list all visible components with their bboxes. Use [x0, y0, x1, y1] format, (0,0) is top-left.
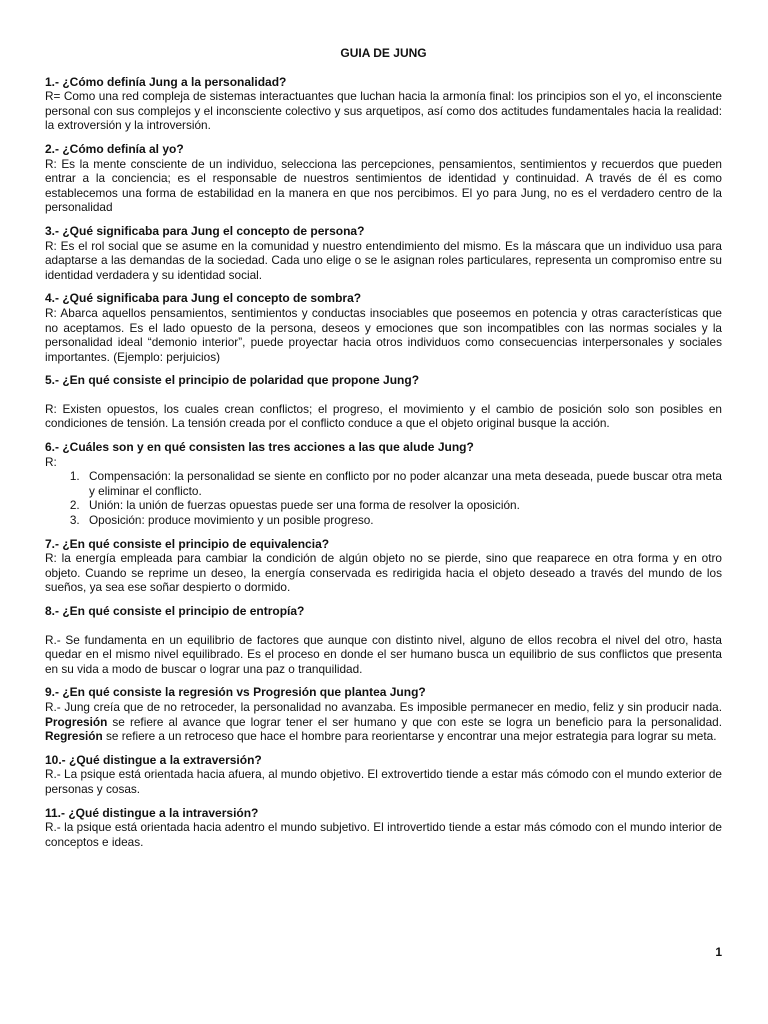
question-heading: 6.- ¿Cuáles son y en qué consisten las tres acciones a las que alude Jung?: [45, 440, 474, 455]
question-block-8: [45, 604, 722, 676]
question-block-4: [45, 291, 722, 364]
question-block-7: [45, 537, 722, 595]
question-heading: 5.- ¿En qué consiste el principio de polaridad que propone Jung?: [45, 373, 420, 388]
question-heading: 4.- ¿Qué significaba para Jung el concepto de sombra?: [45, 291, 362, 306]
list-item: 3. Oposición: produce movimiento y un posible progreso.: [83, 513, 722, 528]
question-block-6: [45, 440, 722, 528]
answer-text: R: Es el rol social que se asume en la comunidad y nuestro entendimiento del mismo. Es la máscara que un individuo usa para adaptarse a las demandas de la sociedad. Cada uno elige o se le asignan roles particulares, representa un compromiso entre su identidad verdadera y su identidad social.: [45, 238, 722, 282]
answer-text-part: se refiere a un retroceso que hace el hombre para reorientarse y encontrar una mejor estrategia para lograr su meta.: [102, 729, 717, 744]
document-page: [45, 46, 722, 858]
question-heading: 3.- ¿Qué significaba para Jung el concepto de persona?: [45, 223, 365, 238]
question-block-5: [45, 373, 722, 431]
bold-term-progresion: Progresión: [45, 714, 108, 729]
answer-text: R: Es la mente consciente de un individuo, selecciona las percepciones, pensamientos, sentimientos y recuerdos que pueden entrar a la conciencia; es el responsable de nuestros sentimientos de identidad y continuidad. A través de él es como establecemos una forma de estabilidad en la manera en que nos percibimos. El yo para Jung, no es el verdadero centro de la personalidad: [45, 156, 722, 215]
question-block-9: [45, 685, 722, 743]
answer-text: R= Como una red compleja de sistemas interactuantes que luchan hacia la armonía final: los principios son el yo, el inconsciente personal con sus complejos y el inconsciente colectivo y sus arquetipos, así como dos actitudes fundamentales hacia la realidad: la extroversión y la introversión.: [45, 89, 722, 133]
question-heading: 7.- ¿En qué consiste el principio de equivalencia?: [45, 536, 330, 551]
question-heading: 10.- ¿Qué distingue a la extraversión?: [45, 752, 262, 767]
answer-text: R: Existen opuestos, los cuales crean conflictos; el progreso, el movimiento y el cambio de posición solo son posibles en condiciones de tensión. La tensión creada por el conflicto conduce a que el objeto original busque la acción.: [45, 401, 722, 431]
question-heading: 11.- ¿Qué distingue a la intraversión?: [45, 805, 259, 820]
actions-list: [45, 469, 722, 527]
page-title: GUIA DE JUNG: [340, 46, 427, 60]
question-block-2: [45, 142, 722, 215]
list-item: 2. Unión: la unión de fuerzas opuestas puede ser una forma de resolver la oposición.: [83, 498, 722, 513]
answer-text-part: se refiere al avance que lograr tener el ser humano y que con este se logra un beneficio para la personalidad.: [107, 714, 722, 729]
question-block-1: [45, 75, 722, 133]
answer-text: R.- La psique está orientada hacia afuera, al mundo objetivo. El extrovertido tiende a estar más cómodo con el mundo exterior de personas y cosas.: [45, 767, 722, 796]
page-number: 1: [715, 945, 722, 959]
question-block-11: [45, 806, 722, 850]
question-heading: 2.- ¿Cómo definía al yo?: [45, 141, 184, 156]
answer-text-part: R.- Jung creía que de no retroceder, la personalidad no avanzaba. Es imposible permanecer en medio, feliz y sin producir nada.: [45, 699, 722, 714]
answer-text: R.- la psique está orientada hacia adentro el mundo subjetivo. El introvertido tiende a estar más cómodo con el mundo interior de conceptos e ideas.: [45, 820, 722, 849]
question-block-10: [45, 753, 722, 797]
answer-text: R:: [45, 454, 57, 469]
answer-text: [45, 700, 722, 744]
list-item: 1. Compensación: la personalidad se siente en conflicto por no poder alcanzar una meta deseada, puede buscar otra meta y eliminar el conflicto.: [83, 469, 722, 498]
question-heading: 8.- ¿En qué consiste el principio de entropía?: [45, 604, 305, 618]
question-heading: 1.- ¿Cómo definía Jung a la personalidad?: [45, 74, 287, 89]
answer-text: R.- Se fundamenta en un equilibrio de factores que aunque con distinto nivel, alguno de ellos recobra el nivel del otro, hasta quedar en el mismo nivel equilibrado. Es el proceso en donde el ser humano busca un equilibrio de sus conflictos que presenta en su vida a modo de buscar o lograr una paz o tranquilidad.: [45, 632, 722, 676]
answer-text: R: la energía empleada para cambiar la condición de algún objeto no se pierde, sino que reaparece en otra forma y en otro objeto. Cuando se reprime un deseo, la energía conservada es redirigida hacia el objeto deseado a través del mundo de los sueños, ya sea ese soñar despierto o dormido.: [45, 551, 722, 595]
answer-text: R: Abarca aquellos pensamientos, sentimientos y conductas insociables que poseemos en potencia y otras características que no aceptamos. Es el lado opuesto de la persona, deseos y emociones que son incompatibles con las normas sociales y la personalidad ideal “demonio interior”, puede proyectar hacia otros individuos como consecuencias interpersonales y sociales importantes. (Ejemplo: perjuicios): [45, 305, 722, 364]
question-block-3: [45, 224, 722, 282]
bold-term-regresion: Regresión: [45, 729, 103, 744]
question-heading: 9.- ¿En qué consiste la regresión vs Progresión que plantea Jung?: [45, 685, 426, 700]
